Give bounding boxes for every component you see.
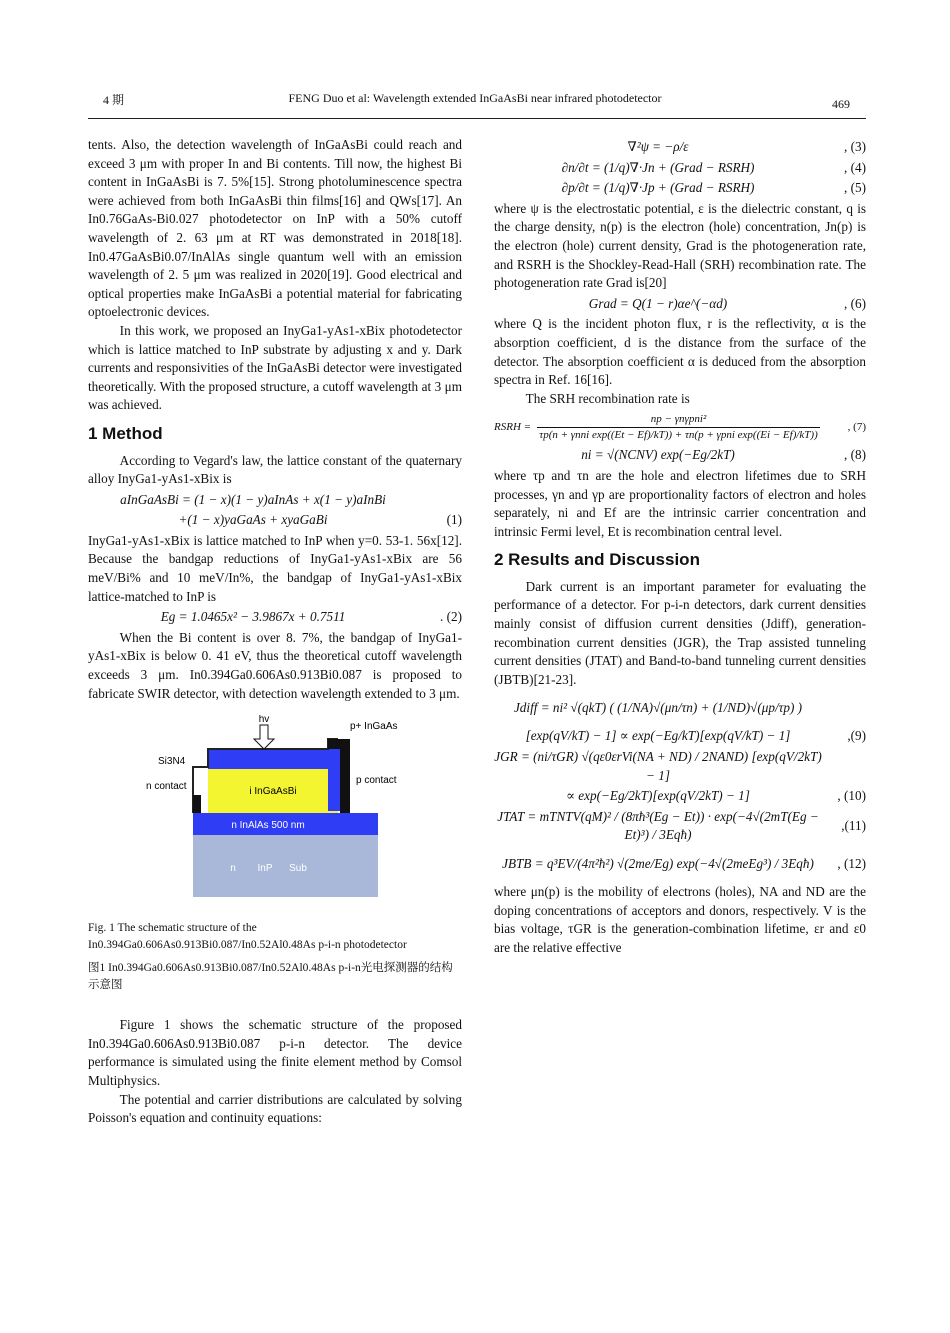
running-title: FENG Duo et al: Wavelength extended InGaAsBi near infrared photodetector (288, 91, 662, 105)
equation-7-denominator: τp(n + γnni exp((Et − Ef)/kT)) + τn(p + γpni exp((Ei − Ef)/kT)) (539, 428, 818, 441)
equation-6-body: Grad = Q(1 − r)αe^(−αd) (588, 295, 728, 311)
equation-11-number: ,(11) (841, 818, 866, 834)
label-si3n4: Si3N4 (158, 756, 186, 768)
equation-1-line1: aInGaAsBi = (1 − x)(1 − y)aInAs + x(1 − y)aInBi (120, 491, 386, 507)
equation-5 (494, 179, 866, 198)
paragraph-bi-content: When the Bi content is over 8. 7%, the bandgap of InyGa1-yAs1-xBix is below 0. 41 eV, thus the theoretical cutoff wavelength exceeds 3 μm. In0.394Ga0.606As0.913Bi0.087 is proposed to fabricate SWIR detector, with detection wavelength extended to 3 μm. (88, 629, 462, 701)
equation-1-number: (1) (446, 512, 462, 528)
label-n-layer: n InAlAs 500 nm (231, 820, 305, 832)
figure-caption-en: Fig. 1 The schematic structure of the In0.394Ga0.606As0.913Bi0.087/In0.52Al0.48As p-i-n photodetector (88, 922, 407, 952)
equation-9-line2: [exp(qV/kT) − 1] ∝ exp(−Eg/kT)[exp(qV/kT) − 1] (525, 728, 791, 744)
paragraph-figure1: Figure 1 shows the schematic structure of the proposed In0.394Ga0.606As0.913Bi0.087 p-i-n detector. The device performance is simulated using the finite element method by Comsol Multiphysics. (88, 1017, 462, 1088)
page-number: 469 (832, 97, 850, 111)
equation-1b (88, 511, 462, 530)
equation-7-lhs: RSRH = (494, 421, 532, 434)
paragraph-vegard: According to Vegard's law, the lattice constant of the quaternary alloy InyGa1-yAs1-xBix is (88, 452, 462, 487)
paragraph-lattice-match: InyGa1-yAs1-xBix is lattice matched to InP when y=0. 53-1. 56x[12]. Because the bandgap reductions of InyGa1-yAs1-xBix are 56 meV/Bi% and 10 meV/In%, the bandgap of InyGa1-yAs1-xBix lattice-matched to InP is (88, 532, 462, 604)
paragraph-where-2: where Q is the incident photon flux, r is the reflectivity, α is the absorption coefficient, d is the distance from the surface of the detector. The absorption coefficient α is deduced from the absorption spectra in Ref. 16[16]. (494, 316, 866, 388)
left-column (88, 136, 462, 1128)
equation-7-number: , (7) (847, 421, 866, 434)
label-p-cap: p+ InGaAs (350, 721, 398, 733)
top-layer (208, 749, 338, 769)
equation-3 (494, 138, 866, 157)
equation-5-number: , (5) (844, 180, 866, 196)
equation-10b (494, 787, 866, 806)
equation-4 (494, 159, 866, 178)
label-hv: hv (258, 715, 270, 726)
section-heading-method: 1 Method (88, 423, 163, 443)
figure-caption-zh: 图1 In0.394Ga0.606As0.913Bi0.087/In0.52Al0.48As p-i-n光电探测器的结构示意图 (88, 962, 453, 992)
equation-9a (494, 691, 866, 725)
equation-2-body: Eg = 1.0465x² − 3.9867x + 0.7511 (160, 609, 346, 625)
substrate-layer (193, 835, 378, 897)
equation-10a (494, 748, 866, 785)
label-sub-sub: Sub (289, 863, 307, 875)
label-sub-n: n (230, 863, 236, 875)
equation-12 (494, 847, 866, 881)
equation-12-body: JBTB = q³EV/(4π²ħ²) √(2me/Eg) exp(−4√(2meEg³) / 3Eqħ) (502, 855, 814, 871)
paragraph-srh: The SRH recombination rate is (525, 390, 690, 406)
equation-3-body: ∇²ψ = −ρ/ε (627, 139, 689, 154)
equation-1-line2: +(1 − x)yaGaAs + xyaGaBi (178, 512, 328, 528)
equation-9b (494, 727, 866, 746)
issue-number: 4 期 (103, 93, 125, 107)
equation-11-body: JTAT = mTNTV(qM)² / (8πħ³(Eg − Et)) · exp(−4√(2mT(Eg − Et)³) / 3Eqħ) (497, 808, 819, 843)
label-p-contact: p contact (356, 775, 397, 787)
label-n-contact: n contact (146, 781, 187, 793)
paragraph-where-3: where τp and τn are the hole and electron lifetimes due to SRH processes, γn and γp are proportionality factors of electron and holes separately, ni and Ef are the intrinsic carrier concentration and intrinsic Fermi level, Et is recombination central level. (494, 467, 866, 539)
paragraph-potential: The potential and carrier distributions are calculated by solving Poisson's equation and continuity equations: (88, 1091, 462, 1126)
equation-10-line2: ∝ exp(−Eg/2kT)[exp(qV/2kT) − 1] (566, 788, 750, 804)
equation-6 (494, 295, 866, 314)
side-layer (328, 749, 340, 811)
light-arrow-icon (254, 725, 274, 749)
equation-7 (494, 410, 866, 444)
equation-8-number: , (8) (844, 447, 866, 463)
label-sub-inp: InP (257, 863, 273, 875)
equation-8-body: ni = √(NCNV) exp(−Eg/2kT) (581, 447, 735, 463)
equation-8 (494, 446, 866, 465)
equation-3-number: , (3) (844, 139, 866, 154)
header-rule (88, 118, 866, 119)
paragraph-dark-current: Dark current is an important parameter for evaluating the performance of a detector. For p-i-n detectors, dark current densities mainly consist of diffusion current densities (Jdiff), generation-recombination current densities (JGR), the Trap assisted tunneling current densities (JTAT) and Band-to-band tunneling current densities (JBTB)[21-23]. (494, 578, 866, 687)
equation-2 (88, 608, 462, 627)
equation-10-number: , (10) (837, 788, 866, 804)
equation-1a (88, 491, 462, 510)
paragraph-where-1: where ψ is the electrostatic potential, ε is the dielectric constant, q is the charge density, n(p) is the electron (hole) concentration, Jn(p) is the electron (hole) current density, Grad is the photogeneration rate, and RSRH is the Shockley-Read-Hall (SRH) recombination rate. The photogeneration rate Grad is[20] (494, 200, 866, 291)
equation-12-number: , (12) (837, 855, 866, 871)
paragraph-where-4: where μn(p) is the mobility of electrons (holes), NA and ND are the doping concentrations of acceptors and donors, respectively. V is the bias voltage, τGR is the generation-combination lifetime, εr and ε0 are the relative effective (494, 884, 866, 955)
right-column (494, 136, 866, 957)
section-heading-results: 2 Results and Discussion (494, 550, 700, 570)
equation-10-line1: JGR = (ni/τGR) √(qε0εrVi(NA + ND) / 2NAND) [exp(qV/2kT) − 1] (494, 749, 822, 783)
equation-9-number: ,(9) (847, 728, 866, 744)
equation-2-number: . (2) (440, 609, 462, 625)
figure-1 (88, 715, 462, 910)
equation-4-number: , (4) (844, 159, 866, 175)
equation-11 (494, 808, 866, 845)
equation-4-body: ∂n/∂t = (1/q)∇·Jn + (Grad − RSRH) (561, 159, 755, 175)
equation-7-numerator: np − γnγpni² (537, 412, 820, 428)
paragraph-intro: tents. Also, the detection wavelength of InGaAsBi could reach and exceed 3 μm with proper In and Bi contents. Till now, the highest Bi content in InGaAsBi is 7. 5%[15]. Strong photoluminescence spectra were achieved from both InGaAsBi thin films[16] and QWs[17]. An In0.76GaAs-Bi0.027 photodetector on InP with a 50% cutoff wavelength of 2. 63 μm at RT was demonstrated in 2018[18]. In0.47GaAsBi0.07/InAlAs single quantum well with an emission wavelength of 2. 5 μm was realized in 2020[19]. Good electrical and optical properties make InGaAsBi a potential material for fabricating optoelectronic devices. (88, 137, 462, 320)
equation-7-fraction (537, 412, 820, 443)
equation-9-line1: Jdiff = ni² √(qkT) ( (1/NA)√(μn/τn) + (1/ND)√(μp/τp) ) (513, 700, 803, 716)
equation-6-number: , (6) (844, 295, 866, 311)
equation-5-body: ∂p/∂t = (1/q)∇·Jp + (Grad − RSRH) (561, 180, 755, 196)
device-schematic (88, 715, 462, 910)
n-contact-pad (193, 795, 201, 813)
label-i-layer: i InGaAsBi (249, 786, 297, 798)
paragraph-this-work: In this work, we proposed an InyGa1-yAs1-xBix photodetector which is lattice matched to InP substrate by adjusting x and y. Dark currents and responsivities of the InGaAsBi detector were investigated theoretically. With the proposed structure, a cutoff wavelength at 3 μm was achieved. (88, 322, 462, 413)
